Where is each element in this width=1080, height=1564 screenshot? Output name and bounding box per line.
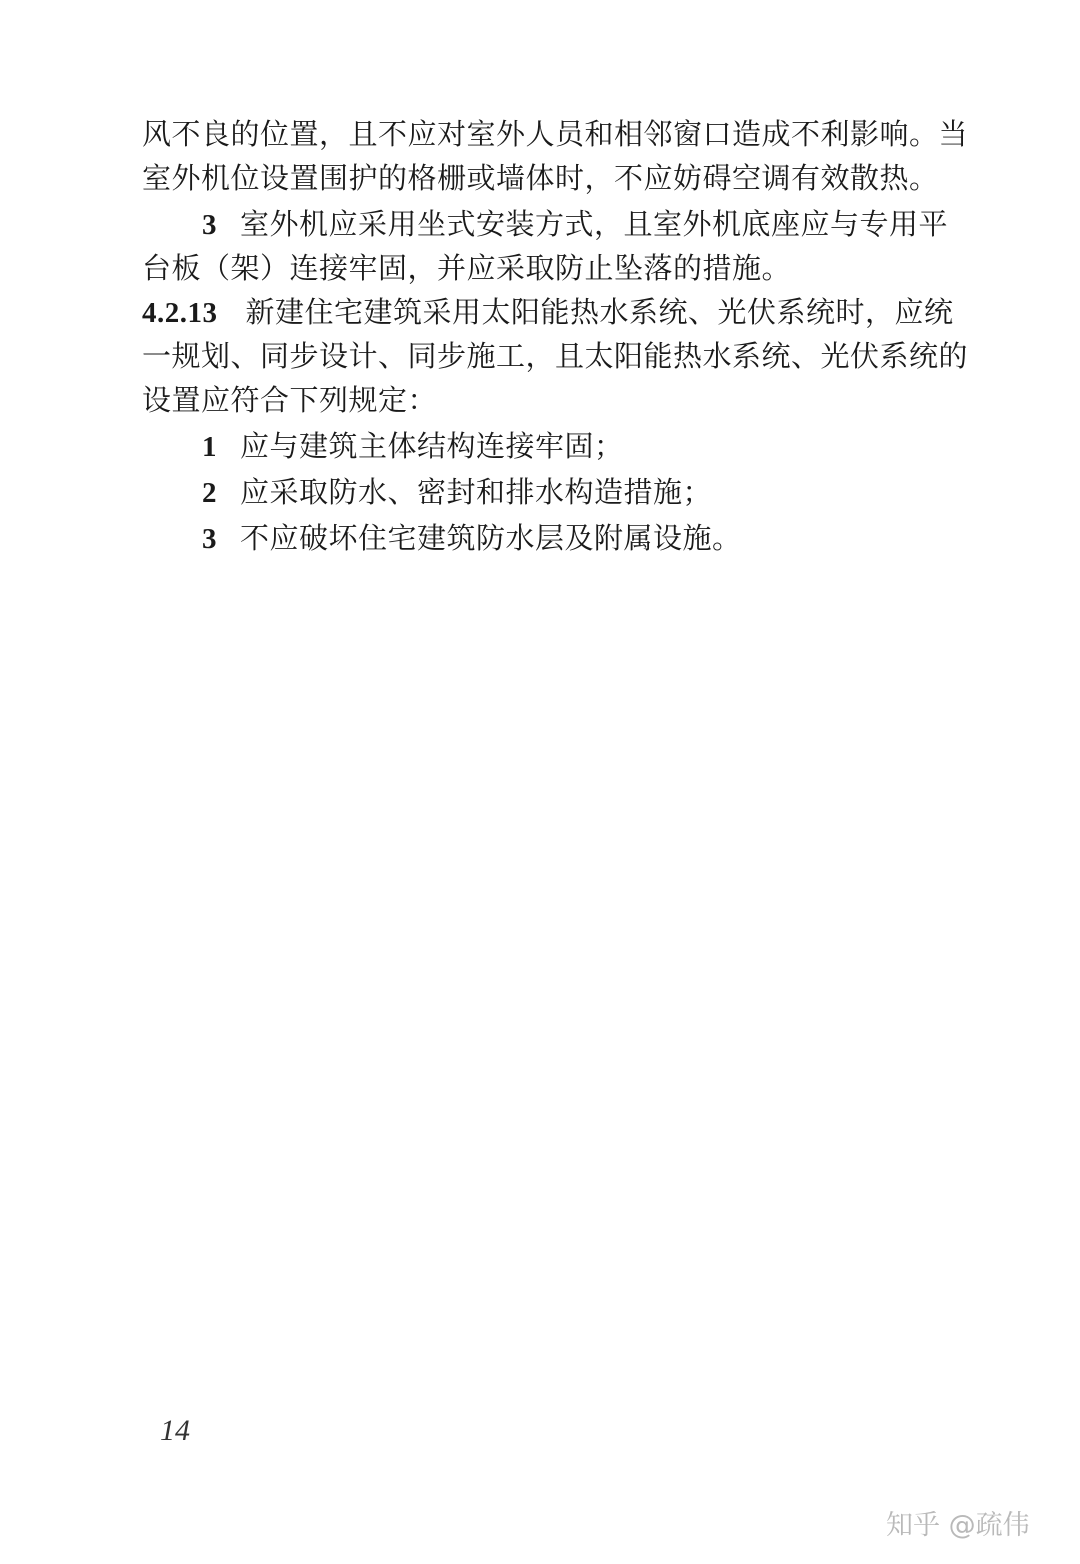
watermark: 知乎 @疏伟 [886,1510,1030,1541]
item-text: 应采取防水、密封和排水构造措施； [240,475,713,509]
clause-text: 新建住宅建筑采用太阳能热水系统、光伏系统时，应统 [245,295,954,329]
paragraph-line: 室外机位设置围护的格栅或墙体时，不应妨碍空调有效散热。 [142,161,939,195]
item-number: 3 [202,209,217,241]
list-item [142,470,942,514]
paragraph-line: 一规划、同步设计、同步施工，且太阳能热水系统、光伏系统的 [142,339,969,373]
item-text: 应与建筑主体结构连接牢固； [240,429,624,463]
paragraph-line: 风不良的位置，且不应对室外人员和相邻窗口造成不利影响。当 [142,117,969,151]
item-text: 室外机应采用坐式安装方式，且室外机底座应与专用平 [240,207,949,241]
list-item [142,424,942,468]
item-text: 不应破坏住宅建筑防水层及附属设施。 [240,521,742,555]
item-number: 2 [202,477,217,509]
clause-heading [142,290,954,334]
document-body [142,112,969,560]
item-number: 3 [202,523,217,555]
paragraph-line: 设置应符合下列规定： [142,383,438,417]
paragraph-line: 台板（架）连接牢固，并应采取防止坠落的措施。 [142,251,792,285]
clause-number: 4.2.13 [142,297,218,329]
list-item [142,202,949,246]
page-number: 14 [160,1414,190,1447]
list-item [142,516,942,560]
item-number: 1 [202,431,217,463]
